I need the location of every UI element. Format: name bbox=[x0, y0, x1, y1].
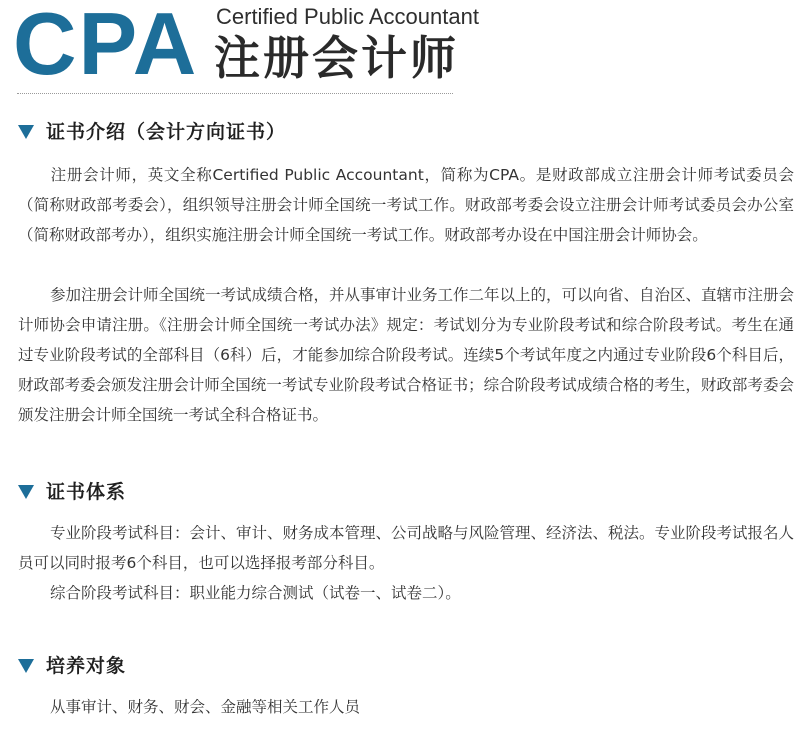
paragraph-text: 从事审计、财务、财会、金融等相关工作人员 bbox=[50, 698, 361, 716]
header bbox=[0, 0, 800, 95]
section-title: 证书体系 bbox=[46, 481, 127, 503]
paragraph bbox=[18, 518, 794, 578]
paragraph-text: 综合阶段考试科目：职业能力综合测试（试卷一、试卷二）。 bbox=[50, 584, 461, 602]
paragraph-text: 注册会计师，英文全称Certified Public Accountant，简称为CPA。是财政部成立注册会计师考试委员会（简称财政部考委会），组织领导注册会计师全国统一考试工作。财政部考委会设立注册会计师考试委员会办公室（简称财政部考办），组织实施注册会计师全国统一考试工作。财政部考办设在中国注册会计师协会。 bbox=[18, 166, 794, 244]
paragraph bbox=[18, 160, 794, 250]
header-subtitle-en: Certified Public Accountant bbox=[216, 4, 479, 29]
triangle-bullet-icon bbox=[18, 485, 34, 499]
triangle-bullet-icon bbox=[18, 125, 34, 139]
section-title: 培养对象 bbox=[46, 655, 127, 677]
triangle-bullet-icon bbox=[18, 659, 34, 673]
header-divider bbox=[17, 93, 453, 94]
paragraph-text: 专业阶段考试科目：会计、审计、财务成本管理、公司战略与风险管理、经济法、税法。专业阶段考试报名人员可以同时报考6个科目，也可以选择报考部分科目。 bbox=[18, 524, 795, 572]
section-title: 证书介绍（会计方向证书） bbox=[46, 121, 287, 143]
paragraph bbox=[18, 280, 794, 430]
header-title-cn: 注册会计师 bbox=[214, 31, 459, 85]
cpa-logo: CPA bbox=[13, 0, 199, 93]
paragraph bbox=[18, 578, 794, 608]
paragraph-text: 参加注册会计师全国统一考试成绩合格，并从事审计业务工作二年以上的，可以向省、自治区、直辖市注册会计师协会申请注册。《注册会计师全国统一考试办法》规定：考试划分为专业阶段考试和综合阶段考试。考生在通过专业阶段考试的全部科目（6科）后，才能参加综合阶段考试。连续5个考试年度之内通过专业阶段6个科目后，财政部考委会颁发注册会计师全国统一考试专业阶段考试合格证书；综合阶段考试成绩合格的考生，财政部考委会颁发注册会计师全国统一考试全科合格证书。 bbox=[18, 286, 795, 424]
paragraph bbox=[18, 692, 794, 722]
